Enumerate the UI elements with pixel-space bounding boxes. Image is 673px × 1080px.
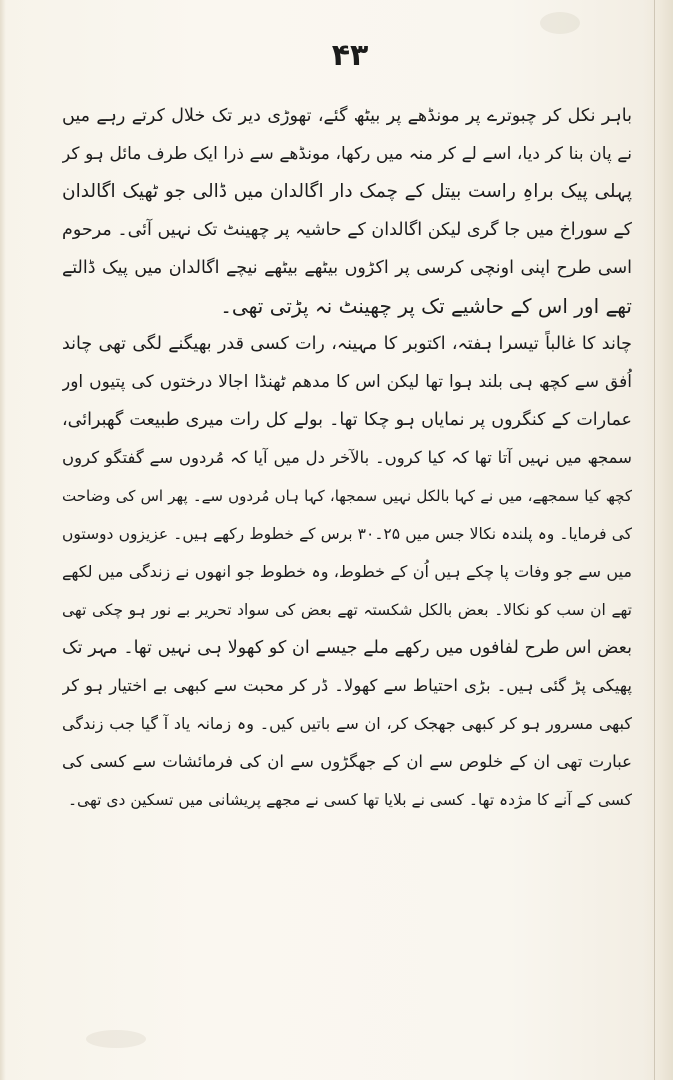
text-line: تھے اور اس کے حاشیے تک پر چھینٹ نہ پڑتی تھی۔ <box>220 294 632 318</box>
paragraph-1 <box>62 97 632 325</box>
text-line: کے سوراخ میں جا گری لیکن اگالدان کے حاشیہ پر چھینٹ تک نہیں آئی۔ مرحوم <box>62 220 632 240</box>
text-line: کچھ کیا سمجھے، میں نے کہا بالکل نہیں سمجھا، کہا ہاں مُردوں سے۔ پھر اس کی وضاحت <box>62 487 632 505</box>
text-line: بعض اس طرح لفافوں میں رکھے ملے جیسے ان کو کھولا ہی نہیں تھا۔ مہر تک <box>62 638 632 658</box>
text-line: پہلی پیک براہِ راست بیتل کے چمک دار اگالدان میں ڈالی جو ٹھیک اگالدان <box>62 181 632 202</box>
text-line: پھیکی پڑ گئی ہیں۔ بڑی احتیاط سے کھولا۔ ڈر کر محبت سے کبھی بے اختیار ہو کر <box>62 676 632 695</box>
text-line: نے پان بنا کر دیا، اسے لے کر منہ میں رکھا، مونڈھے سے ذرا ایک طرف مائل ہو کر <box>62 144 632 164</box>
paper-stain <box>540 12 580 34</box>
text-line: میں سے جو وفات پا چکے ہیں اُن کے خطوط، وہ خطوط جو انھوں نے زندگی میں لکھے <box>62 562 632 581</box>
text-line: عبارت تھی ان کے خلوص سے ان کے جھگڑوں سے ان کی فرمائشات سے کسی کی <box>62 752 632 771</box>
text-line: سمجھ میں نہیں آتا تھا کہ کیا کروں۔ بالآخر دل میں آیا کہ مُردوں سے گفتگو کروں <box>62 448 632 467</box>
text-line: چاند کا غالباً تیسرا ہفتہ، اکتوبر کا مہینہ، رات کسی قدر بھیگنے لگی تھی چاند <box>62 334 632 354</box>
text-line: اُفق سے کچھ ہی بلند ہوا تھا لیکن اس کا مدھم ٹھنڈا اجالا درختوں کی پتیوں اور <box>62 372 632 392</box>
text-line: کسی کے آنے کا مژدہ تھا۔ کسی نے بلایا تھا کسی نے مجھے پریشانی میں تسکین دی تھی۔ <box>67 791 632 809</box>
text-line: باہر نکل کر چبوترے پر مونڈھے پر بیٹھ گئے، تھوڑی دیر تک خلال کرتے رہے میں <box>62 106 632 126</box>
page-left-edge <box>0 0 6 1080</box>
page-binding-shadow <box>643 0 673 1080</box>
paper-stain <box>86 1030 146 1048</box>
page-number: ۴۳ <box>331 38 369 73</box>
binding-line <box>654 0 655 1080</box>
text-line: اسی طرح اپنی اونچی کرسی پر اکڑوں بیٹھے بیٹھے نیچے اگالدان میں پیک ڈالتے <box>62 258 632 278</box>
text-line: تھے ان سب کو نکالا۔ بعض بالکل شکستہ تھے بعض کی سواد تحریر بے نور ہو چکی تھی <box>62 601 632 619</box>
body-text <box>62 97 632 819</box>
text-line: کبھی مسرور ہو کر کبھی جھجک کر، ان سے باتیں کیں۔ وہ زمانہ یاد آ گیا جب زندگی <box>62 714 632 733</box>
text-line: کی فرمایا۔ وہ پلندہ نکالا جس میں ۲۵۔۳۰ برس کے خطوط رکھے ہیں۔ عزیزوں دوستوں <box>62 525 632 543</box>
text-line: عمارات کے کنگروں پر نمایاں ہو چکا تھا۔ بولے کل رات میری طبیعت گھبرائی، <box>62 410 632 430</box>
paragraph-2 <box>62 325 632 819</box>
